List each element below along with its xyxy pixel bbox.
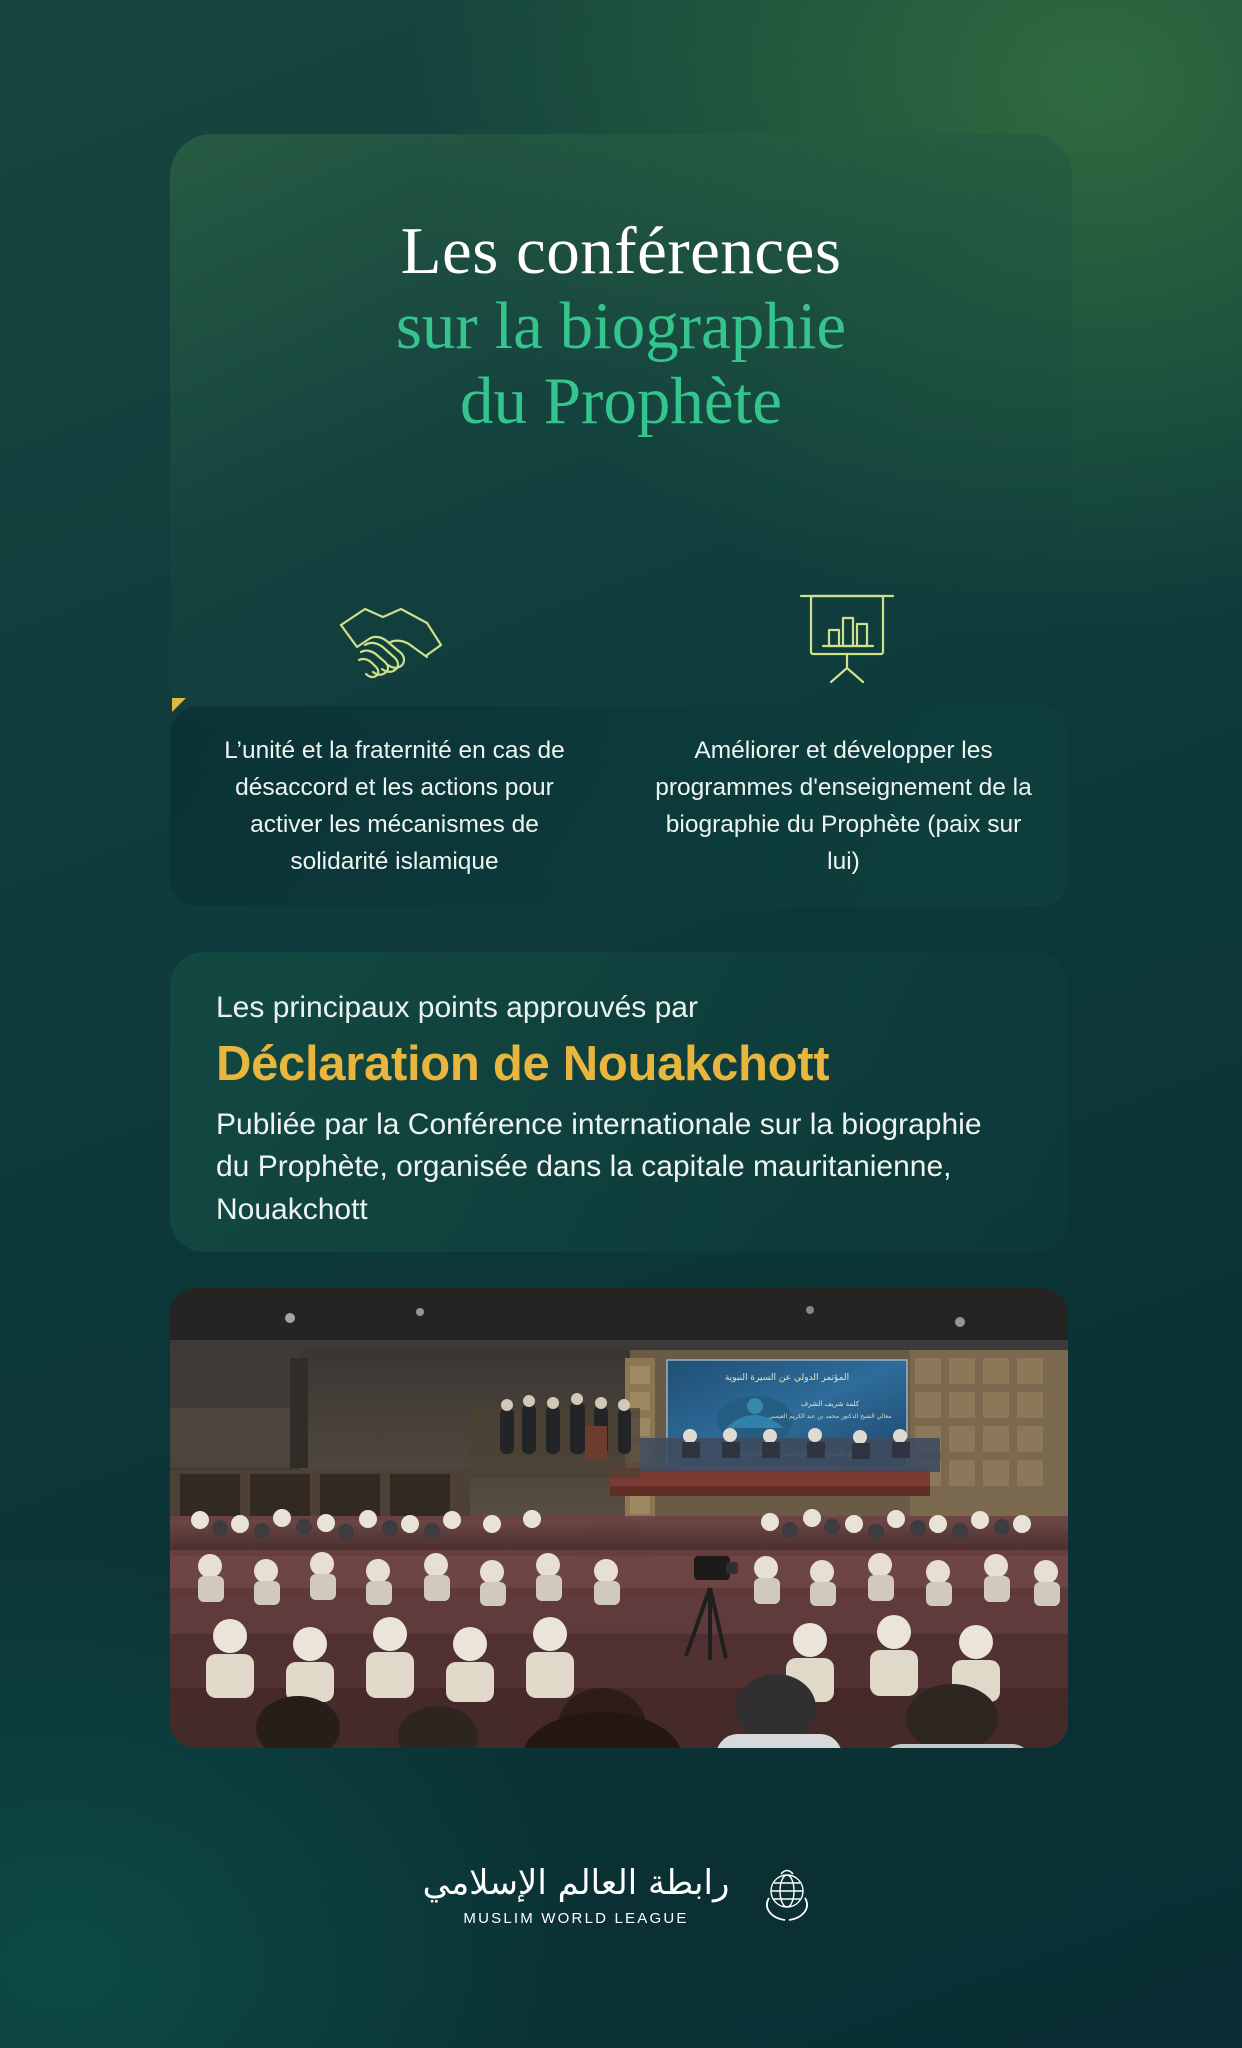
title-line-2: sur la biographie: [395, 289, 847, 364]
svg-text:كلمة شريف الشرف: كلمة شريف الشرف: [800, 1400, 860, 1408]
declaration-title: Déclaration de Nouakchott: [216, 1037, 830, 1091]
conference-photo: [170, 1288, 1068, 1748]
declaration-subtitle: Les principaux points approuvés par: [216, 991, 698, 1024]
title-line-1: Les conférences: [400, 214, 842, 288]
logo-english-text: MUSLIM WORLD LEAGUE: [463, 1910, 689, 1927]
presentation-board-icon: [795, 590, 899, 691]
globe-emblem-icon: [755, 1862, 819, 1931]
svg-text:معالي الشيخ الدكتور محمد بن عب: معالي الشيخ الدكتور محمد بن عبد الكريم العيسى: [768, 1413, 892, 1420]
declaration-body: Publiée par la Conférence internationale sur la biographie du Prophète, organisée dans la capitale mauritanienne, Nouakchott: [216, 1107, 982, 1226]
title-line-3: du Prophète: [460, 364, 782, 439]
point-item-1: L’unité et la fraternité en cas de désaccord et les actions pour activer les mécanismes de solidarité islamique: [224, 736, 565, 876]
icon-slot-handshake: [170, 585, 621, 695]
logo-arabic-text: رابطة العالم الإسلامي: [422, 1863, 730, 1903]
footer-logo: [0, 1862, 1242, 1931]
svg-text:المؤتمر الدولي عن السيرة النبو: المؤتمر الدولي عن السيرة النبوية: [724, 1373, 850, 1383]
logo-text-wrap: [422, 1863, 730, 1927]
declaration-card: [170, 952, 1068, 1252]
icon-slot-presentation: [621, 585, 1072, 695]
handshake-icon: [335, 595, 457, 686]
corner-accent-mark: [172, 698, 186, 712]
page-title: [170, 214, 1072, 439]
point-item-2: Améliorer et développer les programmes d'enseignement de la biographie du Prophète (paix sur lui): [655, 736, 1032, 876]
icons-row: [170, 585, 1072, 695]
points-card: [170, 706, 1068, 906]
